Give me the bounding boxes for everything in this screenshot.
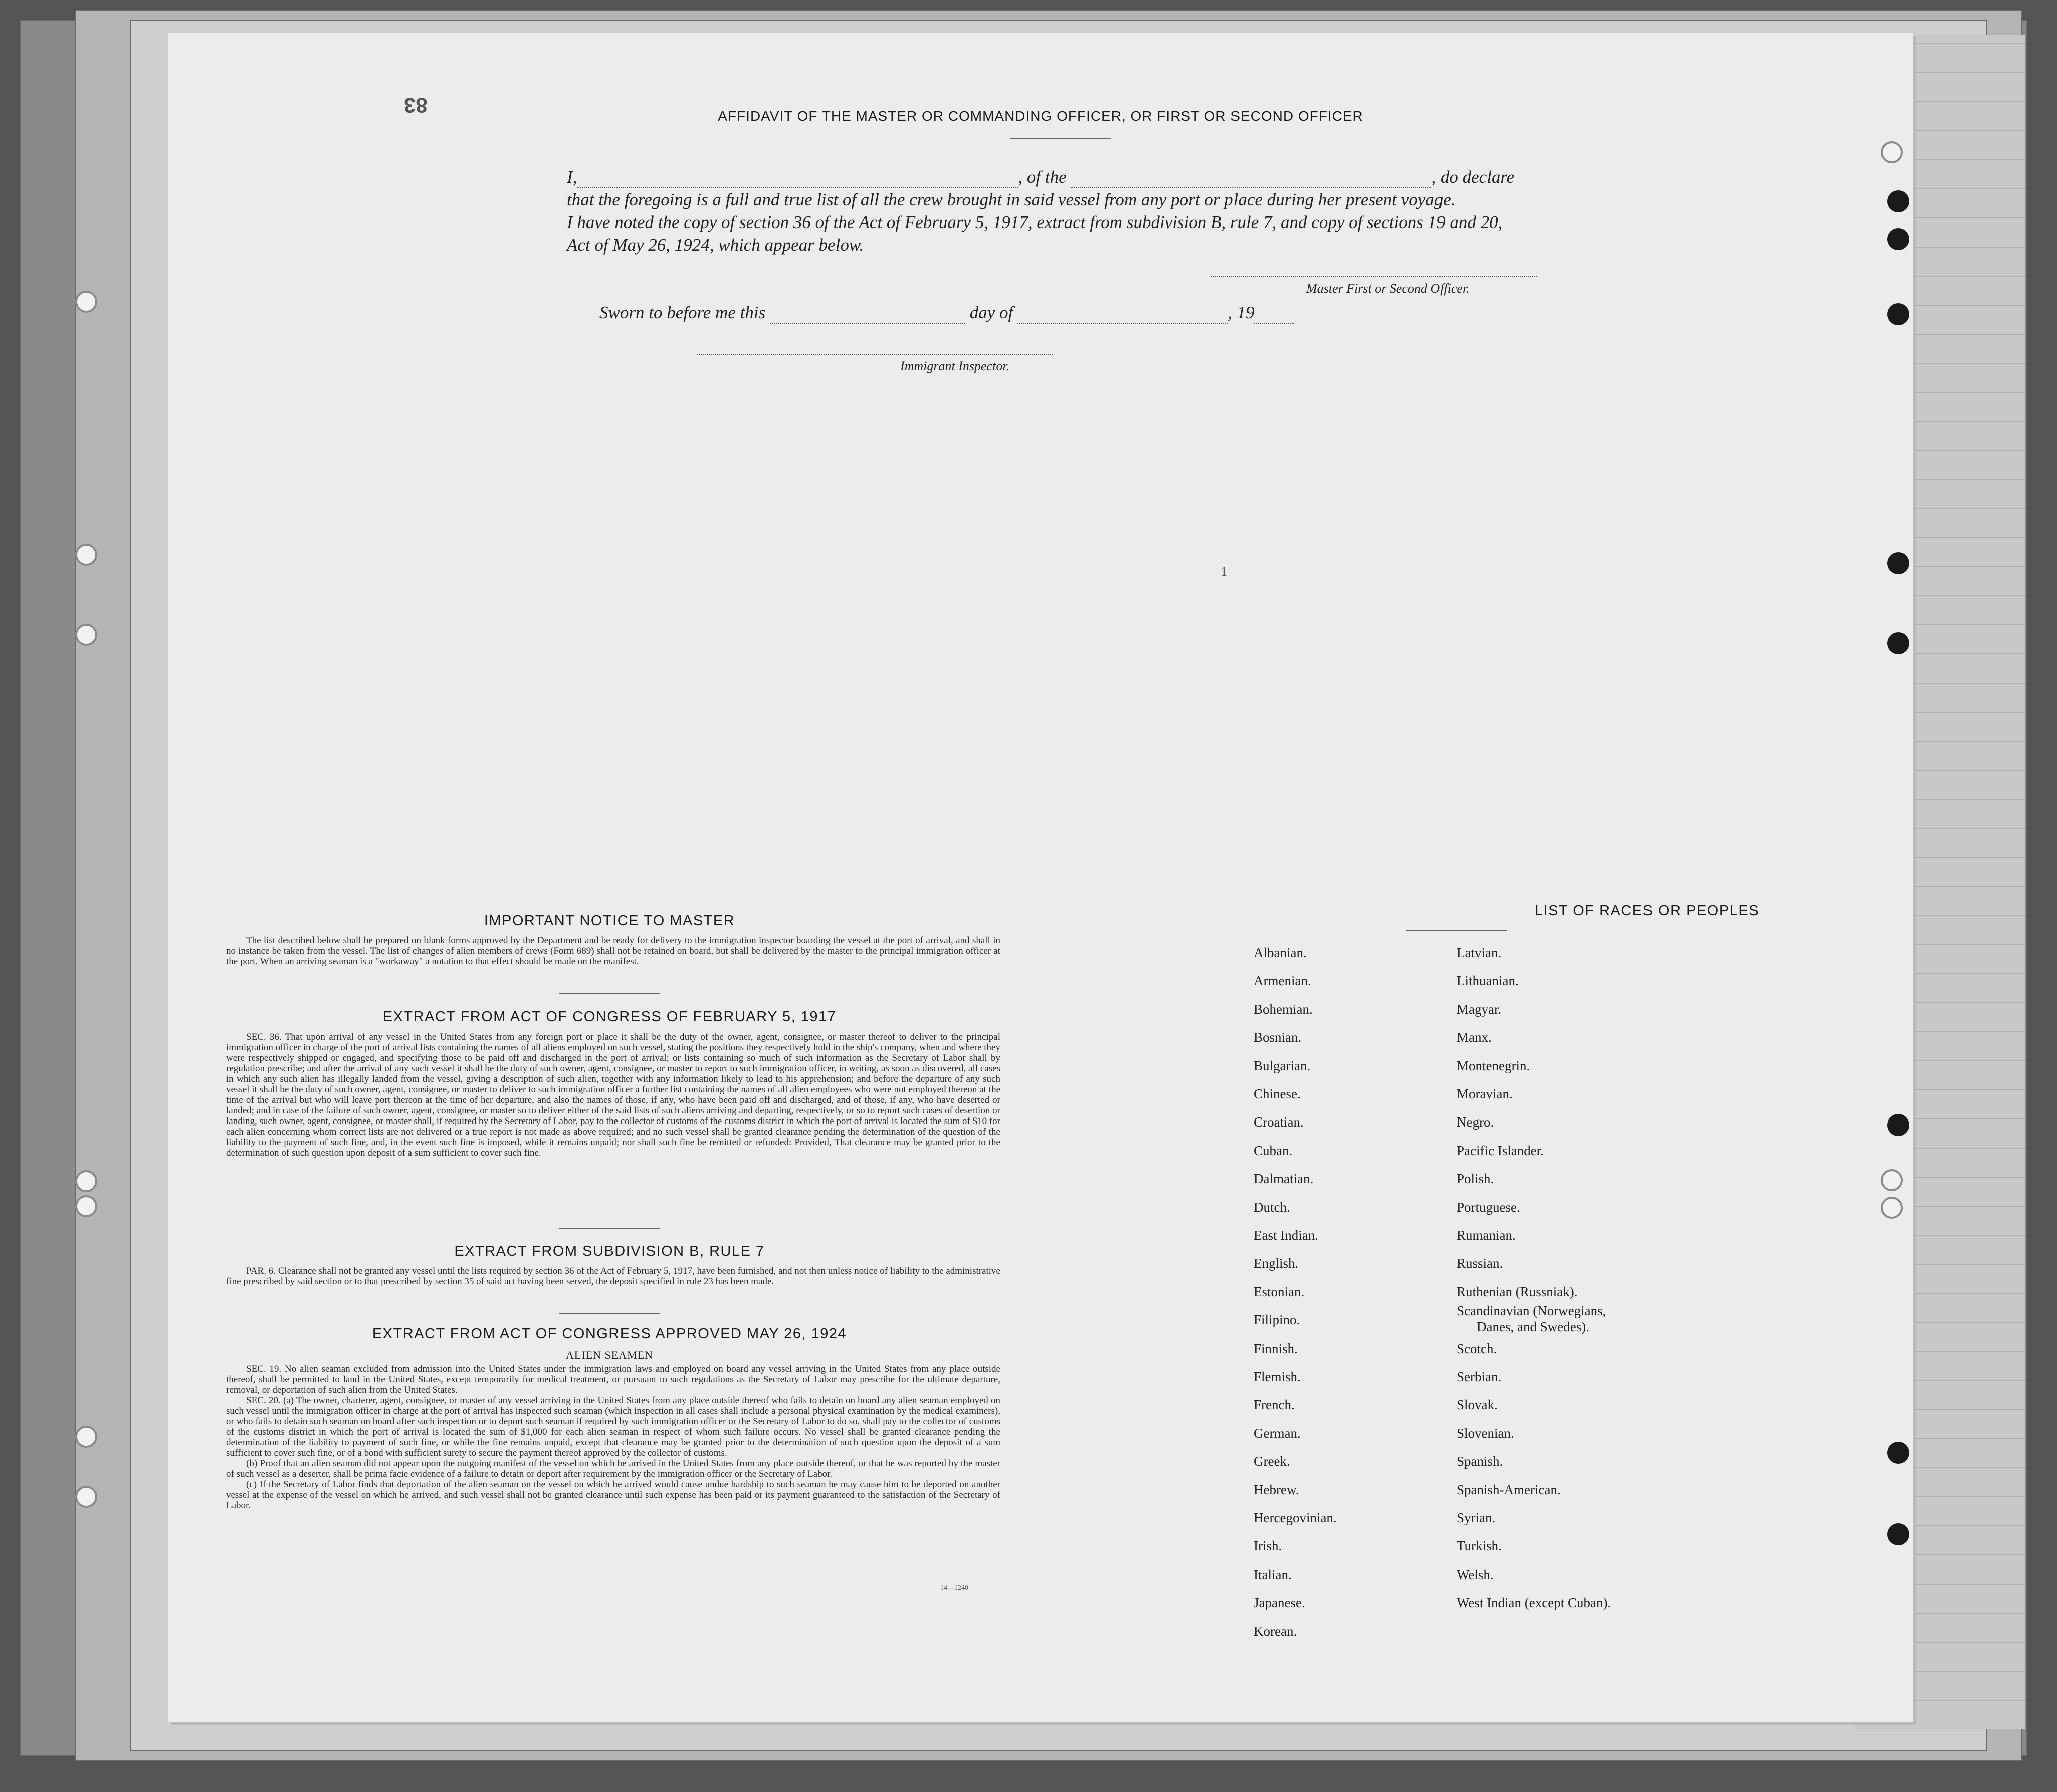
divider	[559, 1228, 660, 1229]
race-item: Estonian.	[1254, 1284, 1305, 1299]
race-item: Hercegovinian.	[1254, 1510, 1337, 1525]
inspector-line	[697, 354, 1053, 355]
affidavit-text	[567, 166, 1730, 256]
divider	[1406, 930, 1507, 931]
extract-1924-body	[226, 1364, 1000, 1511]
binder-hole	[75, 544, 97, 566]
race-item: Bosnian.	[1254, 1030, 1302, 1045]
signature-line	[1211, 276, 1537, 277]
race-item: Ruthenian (Russniak).	[1457, 1284, 1578, 1299]
binder-hole	[1887, 228, 1909, 250]
race-item: Finnish.	[1254, 1340, 1298, 1356]
extract-1917-title: EXTRACT FROM ACT OF CONGRESS OF FEBRUARY 5, 1917	[382, 1009, 837, 1025]
margin-mark: 1	[1221, 564, 1227, 579]
affidavit-line-2: that the foregoing is a full and true list of all the crew brought in said vessel from any port or place during her present voyage.	[567, 190, 1456, 209]
affidavit-title: AFFIDAVIT OF THE MASTER OR COMMANDING OFFICER, OR FIRST OR SECOND OFFICER	[718, 108, 1363, 124]
binder-hole	[1887, 190, 1909, 212]
race-item: Russian.	[1457, 1256, 1503, 1271]
extract-1924-title: EXTRACT FROM ACT OF CONGRESS APPROVED MAY 26, 1924	[372, 1326, 847, 1342]
extract-1924-subtitle: ALIEN SEAMEN	[566, 1349, 653, 1361]
race-item: Syrian.	[1457, 1510, 1496, 1525]
page-number-stamp: 83	[404, 94, 428, 117]
race-item: Montenegrin.	[1457, 1058, 1530, 1073]
race-item: Japanese.	[1254, 1595, 1305, 1611]
form-code: 14—1240	[940, 1584, 968, 1592]
affidavit-i: I,	[567, 167, 577, 187]
race-item: Latvian.	[1457, 945, 1502, 960]
binder-hole	[75, 1170, 97, 1192]
binder-hole	[75, 291, 97, 313]
notice-text: The list described below shall be prepared on blank forms approved by the Department and be ready for delivery to the immigration inspector boarding the vessel at the port of arrival, and shall in no instance be taken from the vessel. The list of changes of alien members of crews (Form 689) shall not be retained on board, but shall be delivered by the master to the principal immigration officer at the port. When an arriving seaman is a "workaway" a notation to that effect should be made on the manifest.	[226, 935, 1000, 967]
affidavit-of-the: , of the	[1018, 167, 1067, 187]
race-item: Spanish-American.	[1457, 1482, 1561, 1497]
divider	[559, 1313, 660, 1314]
race-item: Lithuanian.	[1457, 973, 1519, 989]
sworn-line	[599, 301, 1502, 324]
month-blank	[1017, 306, 1228, 324]
extract-rule7-title: EXTRACT FROM SUBDIVISION B, RULE 7	[454, 1243, 765, 1259]
binder-hole	[1887, 1114, 1909, 1136]
race-item: Slovenian.	[1457, 1425, 1514, 1441]
extract-rule7-text: PAR. 6. Clearance shall not be granted any vessel until the lists required by section 36 of the Act of February 5, 1917, have been furnished, and not then unless notice of liability to the administrative fine prescribed by said section or to that prescribed by section 35 of said act having been served, the deposit specified in rule 23 has been made.	[226, 1266, 1000, 1287]
binder-hole	[1881, 1169, 1903, 1191]
race-item: East Indian.	[1254, 1228, 1318, 1243]
binder-hole	[75, 624, 97, 646]
binder-hole	[1881, 1197, 1903, 1219]
race-item: Hebrew.	[1254, 1482, 1299, 1497]
race-item: Rumanian.	[1457, 1228, 1516, 1243]
binder-hole	[1887, 1523, 1909, 1545]
race-item: Dalmatian.	[1254, 1171, 1314, 1187]
inspector-caption: Immigrant Inspector.	[900, 359, 1010, 373]
race-item: Chinese.	[1254, 1086, 1301, 1101]
sec19-text: SEC. 19. No alien seaman excluded from admission into the United States under the immigration laws and employed on board any vessel arriving in the United States from any place outside thereof, shall be permitted to land in the United States, except temporarily for medical treatment, or pursuant to such regulations as the Secretary of Labor may prescribe for the ultimate departure, removal, or deportation of such alien from the United States.	[226, 1364, 1000, 1395]
race-item: Armenian.	[1254, 973, 1311, 989]
race-item: Spanish.	[1457, 1454, 1503, 1469]
sec20b-text: (b) Proof that an alien seaman did not appear upon the outgoing manifest of the vessel on which he arrived in the United States from any place outside thereof, or that he was reported by the master of such vessel as a deserter, shall be prima facie evidence of a failure to detain or deport after requirement by the immigration officer or the Secretary of Labor.	[226, 1458, 1000, 1479]
sec20a-text: SEC. 20. (a) The owner, charterer, agent, consignee, or master of any vessel arriving in the United States from any place outside thereof who fails to detain on board any alien seaman employed on such vessel until the immigration officer in charge at the port of arrival has inspected such seaman (which inspection in all cases shall include a personal physical examination by the medical examiners), or who fails to detain such seaman on board after such inspection or to deport such seaman if required by such immigration officer or the Secretary of Labor to do so, shall pay to the collector of customs of the customs district in which the port of arrival is located the sum of $1,000 for each alien seaman in respect of whom such failure occurs. No vessel shall be granted clearance pending the determination of the liability to payment of such fine, or while the fine remains unpaid, except that clearance may be granted prior to the determination of such question upon the deposit of a sum sufficient to cover such fine, or of a bond with sufficient surety to secure the payment thereof approved by the collector of customs.	[226, 1395, 1000, 1458]
race-item: Bohemian.	[1254, 1001, 1313, 1017]
notice-title: IMPORTANT NOTICE TO MASTER	[484, 913, 735, 929]
binder-hole	[75, 1426, 97, 1448]
affidavit-line-4: Act of May 26, 1924, which appear below.	[567, 235, 864, 255]
race-item: Cuban.	[1254, 1143, 1293, 1158]
race-item: Dutch.	[1254, 1199, 1290, 1215]
race-item: Welsh.	[1457, 1566, 1494, 1582]
race-item: Manx.	[1457, 1030, 1492, 1045]
race-item: Serbian.	[1457, 1369, 1502, 1384]
race-item: Slovak.	[1457, 1397, 1498, 1413]
race-item: Greek.	[1254, 1454, 1290, 1469]
binder-hole	[1887, 303, 1909, 325]
race-item: German.	[1254, 1425, 1301, 1441]
race-item: Korean.	[1254, 1623, 1297, 1639]
divider	[559, 993, 660, 994]
day-blank	[770, 306, 965, 324]
divider	[1010, 138, 1111, 139]
race-item: Filipino.	[1254, 1312, 1300, 1328]
vessel-blank	[1071, 170, 1431, 188]
affidavit-do-declare: , do declare	[1431, 167, 1515, 187]
race-item: Magyar.	[1457, 1001, 1502, 1017]
sworn-year: , 19	[1227, 303, 1255, 322]
race-item: Bulgarian.	[1254, 1058, 1311, 1073]
race-item: Scandinavian (Norwegians,	[1457, 1303, 1606, 1319]
race-item: Albanian.	[1254, 945, 1307, 960]
binder-hole	[75, 1486, 97, 1508]
sec20c-text: (c) If the Secretary of Labor finds that deportation of the alien seaman on the vessel on which he arrived would cause undue hardship to such seaman he may cause him to be deported on another vessel at the expense of the vessel on which he arrived, and such vessel shall not be granted clearance until such expense has been paid or its payment guaranteed to the satisfaction of the Secretary of Labor.	[226, 1479, 1000, 1511]
binder-hole	[75, 1195, 97, 1217]
race-item: Turkish.	[1457, 1538, 1502, 1554]
binder-hole	[1887, 1442, 1909, 1464]
race-item: Scotch.	[1457, 1340, 1497, 1356]
race-item: Croatian.	[1254, 1114, 1304, 1130]
race-item: Pacific Islander.	[1457, 1143, 1544, 1158]
affidavit-line-3: I have noted the copy of section 36 of the Act of February 5, 1917, extract from subdivision B, rule 7, and copy of sections 19 and 20,	[567, 212, 1503, 232]
manifest-page	[168, 33, 1913, 1722]
race-item: West Indian (except Cuban).	[1457, 1595, 1611, 1611]
race-item: Irish.	[1254, 1538, 1282, 1554]
race-item: Italian.	[1254, 1566, 1292, 1582]
race-item: Portuguese.	[1457, 1199, 1520, 1215]
races-title: LIST OF RACES OR PEOPLES	[1534, 903, 1760, 919]
race-item: Flemish.	[1254, 1369, 1301, 1384]
race-item: French.	[1254, 1397, 1295, 1413]
signature-caption: Master First or Second Officer.	[1306, 281, 1470, 296]
extract-1917-text: SEC. 36. That upon arrival of any vessel in the United States from any foreign port or place it shall be the duty of the owner, agent, consignee, or master thereof to deliver to the principal immigration officer in charge of the port of arrival lists containing the names of all aliens employed on such vessel, stating the positions they respectively hold in the ship's company, when and where they were respectively shipped or engaged, and specifying those to be paid off and discharged in the port of arrival; or lists containing so much of such information as the Secretary of Labor shall by regulation prescribe; and after the arrival of any such vessel it shall be the duty of such owner, agent, consignee, or master to report to such immigration officer, in writing, as soon as discovered, all cases in which any such alien has illegally landed from the vessel, giving a description of such alien, together with any information likely to lead to his apprehension; and before the departure of any such vessel it shall be the duty of such owner, agent, consignee, or master to deliver to such immigration officer a further list containing the names of all alien employees who were not employed thereon at the time of the arrival but who will leave port thereon at the time of her departure, and also the names of those, if any, who have been paid off and discharged, and of those, if any, who have deserted or landed; and in case of the failure of such owner, agent, consignee, or master so to deliver either of the said lists of such aliens arriving and departing, respectively, or so to report such cases of desertion or landing, such owner, agent, consignee, or master shall, if required by the Secretary of Labor, pay to the collector of customs of the customs district in which the port of arrival is located the sum of $10 for each alien concerning whom correct lists are not delivered or a true report is not made as above required; and no such vessel shall be granted clearance pending the determination of the question of the liability to the payment of such fine, and, in the event such fine is imposed, while it remains unpaid; nor shall such fine be remitted or refunded: Provided, That clearance may be granted prior to the determination of such question upon deposit of a sum sufficient to cover such fine.	[226, 1032, 1000, 1158]
race-item: Moravian.	[1457, 1086, 1513, 1101]
binder-hole	[1887, 632, 1909, 654]
race-item: Negro.	[1457, 1114, 1494, 1130]
name-blank	[577, 170, 1018, 188]
sworn-prefix: Sworn to before me this	[599, 303, 766, 322]
sworn-day-of: day of	[969, 303, 1013, 322]
race-item: Danes, and Swedes).	[1477, 1319, 1589, 1335]
race-item: Polish.	[1457, 1171, 1494, 1187]
affidavit-line-1	[567, 166, 1730, 188]
race-item: English.	[1254, 1256, 1299, 1271]
binder-hole	[1887, 552, 1909, 574]
year-blank	[1254, 306, 1294, 324]
binder-hole	[1881, 141, 1903, 163]
